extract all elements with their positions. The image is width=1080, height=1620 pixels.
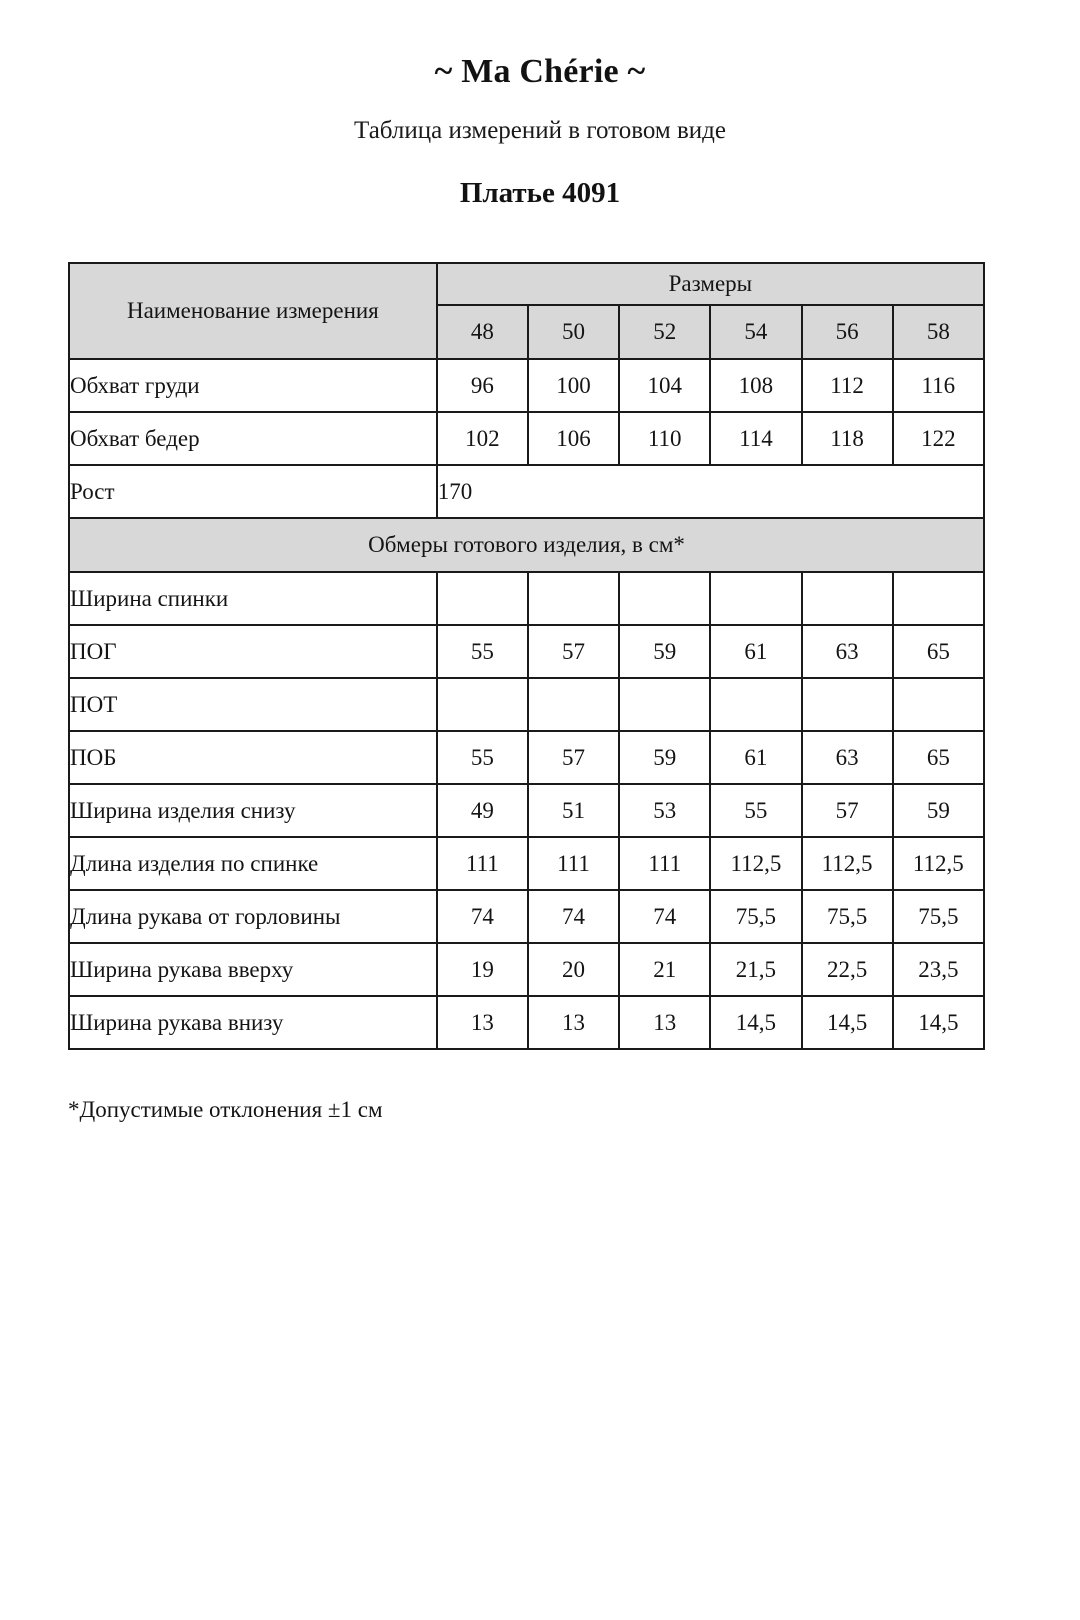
cell-value: 57 <box>802 784 893 837</box>
cell-value: 23,5 <box>893 943 984 996</box>
table-row <box>69 731 984 784</box>
row-label: Рост <box>69 465 437 518</box>
table-section-header-row <box>69 518 984 572</box>
document-subtitle: Таблица измерений в готовом виде <box>354 117 726 145</box>
cell-value <box>437 678 528 731</box>
cell-value: 61 <box>710 731 801 784</box>
cell-value: 118 <box>802 412 893 465</box>
cell-value <box>893 678 984 731</box>
table-body <box>69 359 984 1049</box>
table-row <box>69 572 984 625</box>
cell-value: 55 <box>437 731 528 784</box>
column-header-size-58: 58 <box>893 305 984 359</box>
cell-value: 13 <box>437 996 528 1049</box>
cell-value: 75,5 <box>710 890 801 943</box>
cell-value: 75,5 <box>893 890 984 943</box>
cell-value: 49 <box>437 784 528 837</box>
cell-value <box>619 572 710 625</box>
table-row <box>69 784 984 837</box>
section-header-garment-measurements: Обмеры готового изделия, в см* <box>69 518 984 572</box>
cell-value <box>802 678 893 731</box>
cell-value: 13 <box>619 996 710 1049</box>
cell-value: 53 <box>619 784 710 837</box>
cell-value: 65 <box>893 625 984 678</box>
cell-value: 61 <box>710 625 801 678</box>
cell-value <box>437 572 528 625</box>
cell-value: 14,5 <box>893 996 984 1049</box>
cell-value: 74 <box>437 890 528 943</box>
cell-value: 106 <box>528 412 619 465</box>
cell-value <box>619 678 710 731</box>
cell-value: 110 <box>619 412 710 465</box>
cell-value: 63 <box>802 731 893 784</box>
cell-value: 74 <box>619 890 710 943</box>
cell-value: 21 <box>619 943 710 996</box>
table-row <box>69 678 984 731</box>
cell-value-merged: 170 <box>437 465 984 518</box>
cell-value: 112,5 <box>893 837 984 890</box>
cell-value: 104 <box>619 359 710 412</box>
cell-value: 51 <box>528 784 619 837</box>
cell-value: 20 <box>528 943 619 996</box>
table-row <box>69 359 984 412</box>
cell-value: 112,5 <box>802 837 893 890</box>
product-title: Платье 4091 <box>459 177 621 210</box>
column-header-size-50: 50 <box>528 305 619 359</box>
cell-value: 59 <box>619 625 710 678</box>
cell-value <box>528 678 619 731</box>
cell-value: 13 <box>528 996 619 1049</box>
cell-value: 59 <box>619 731 710 784</box>
row-label: ПОБ <box>69 731 437 784</box>
column-header-measurement-name: Наименование измерения <box>69 263 437 359</box>
cell-value: 65 <box>893 731 984 784</box>
cell-value: 57 <box>528 625 619 678</box>
row-label: Обхват бедер <box>69 412 437 465</box>
cell-value: 111 <box>619 837 710 890</box>
cell-value: 108 <box>710 359 801 412</box>
cell-value: 122 <box>893 412 984 465</box>
cell-value: 112 <box>802 359 893 412</box>
row-label: Длина рукава от горловины <box>69 890 437 943</box>
cell-value <box>802 572 893 625</box>
column-header-size-52: 52 <box>619 305 710 359</box>
cell-value: 22,5 <box>802 943 893 996</box>
row-label: Ширина рукава вверху <box>69 943 437 996</box>
column-header-size-56: 56 <box>802 305 893 359</box>
table-row <box>69 943 984 996</box>
cell-value: 14,5 <box>710 996 801 1049</box>
cell-value: 100 <box>528 359 619 412</box>
cell-value: 116 <box>893 359 984 412</box>
table-row <box>69 996 984 1049</box>
row-label: Ширина изделия снизу <box>69 784 437 837</box>
row-label: ПОГ <box>69 625 437 678</box>
row-label: Ширина спинки <box>69 572 437 625</box>
cell-value <box>893 572 984 625</box>
cell-value: 55 <box>437 625 528 678</box>
column-header-sizes-group: Размеры <box>437 263 984 305</box>
table-row <box>69 625 984 678</box>
measurements-table <box>68 262 985 1050</box>
column-header-size-48: 48 <box>437 305 528 359</box>
measurements-table-container <box>0 210 1080 1050</box>
table-row <box>69 412 984 465</box>
cell-value: 111 <box>528 837 619 890</box>
table-header-row-top <box>69 263 984 305</box>
cell-value: 111 <box>437 837 528 890</box>
cell-value <box>710 572 801 625</box>
row-label: Ширина рукава внизу <box>69 996 437 1049</box>
cell-value: 59 <box>893 784 984 837</box>
row-label: Длина изделия по спинке <box>69 837 437 890</box>
table-row-height <box>69 465 984 518</box>
cell-value: 114 <box>710 412 801 465</box>
cell-value: 55 <box>710 784 801 837</box>
cell-value: 19 <box>437 943 528 996</box>
row-label: ПОТ <box>69 678 437 731</box>
table-row <box>69 837 984 890</box>
row-label: Обхват груди <box>69 359 437 412</box>
table-row <box>69 890 984 943</box>
cell-value <box>710 678 801 731</box>
column-header-size-54: 54 <box>710 305 801 359</box>
footnote-tolerance: *Допустимые отклонения ±1 см <box>68 1097 383 1123</box>
table-head <box>69 263 984 359</box>
cell-value: 74 <box>528 890 619 943</box>
cell-value: 112,5 <box>710 837 801 890</box>
cell-value: 14,5 <box>802 996 893 1049</box>
cell-value: 96 <box>437 359 528 412</box>
cell-value <box>528 572 619 625</box>
cell-value: 57 <box>528 731 619 784</box>
cell-value: 75,5 <box>802 890 893 943</box>
cell-value: 21,5 <box>710 943 801 996</box>
cell-value: 102 <box>437 412 528 465</box>
brand-title: ~ Ma Chérie ~ <box>434 53 646 90</box>
cell-value: 63 <box>802 625 893 678</box>
